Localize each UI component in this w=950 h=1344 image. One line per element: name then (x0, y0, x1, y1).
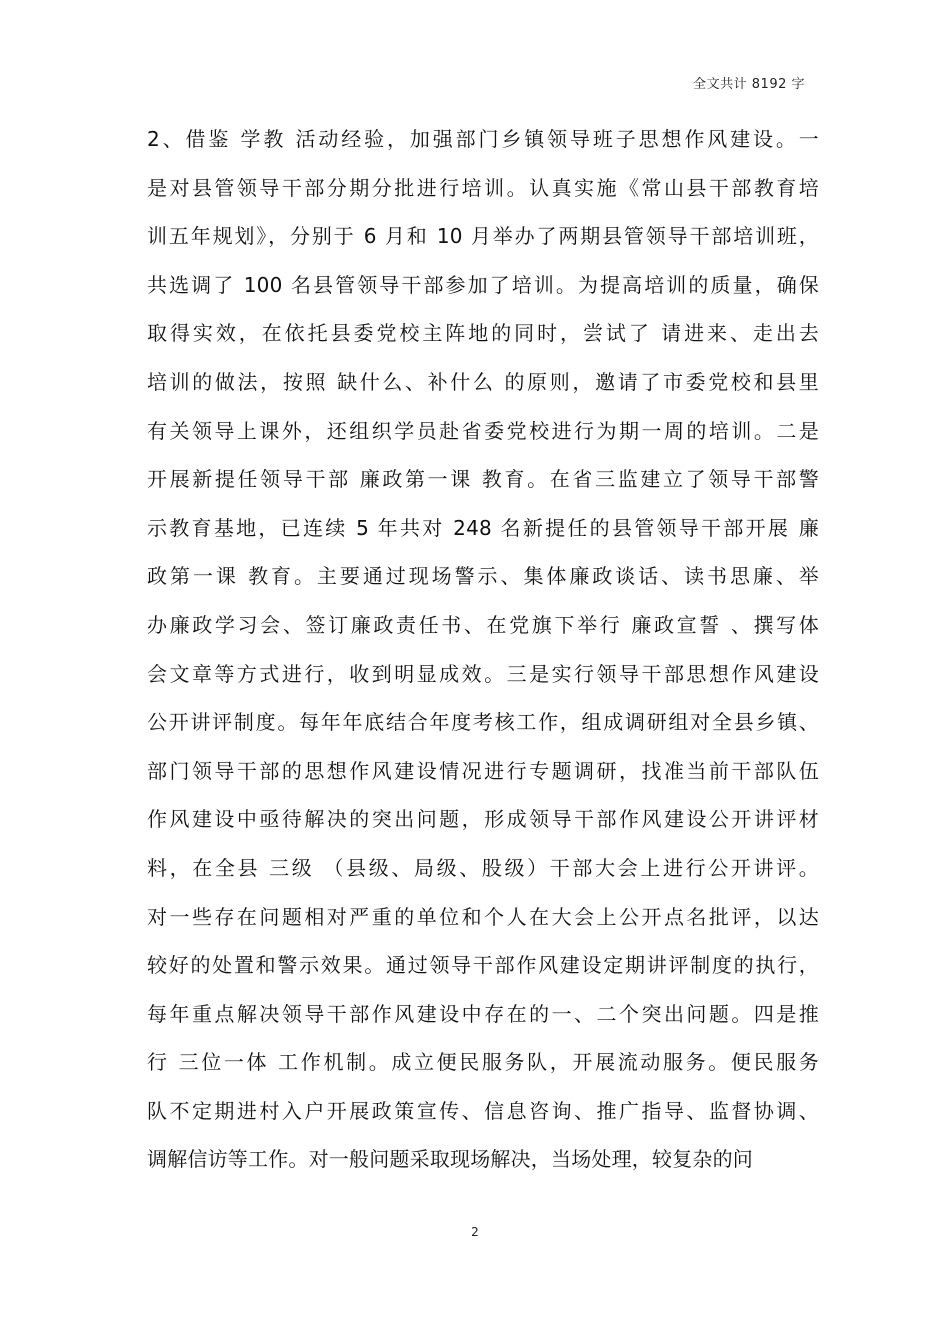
text-line: 开展新提任领导干部 廉政第一课 教育。在省三监建立了领导干部警 (147, 467, 819, 492)
text-line: 队不定期进村入户开展政策宣传、信息咨询、推广指导、监督协调、 (147, 1098, 819, 1123)
text-line: 政第一课 教育。主要通过现场警示、集体廉政谈话、读书思廉、举 (147, 564, 819, 589)
text-line: 有关领导上课外，还组织学员赴省委党校进行为期一周的培训。二是 (147, 418, 819, 443)
text-line: 共选调了 100 名县管领导干部参加了培训。为提高培训的质量，确保 (147, 272, 819, 297)
text-line: 较好的处置和警示效果。通过领导干部作风建设定期讲评制度的执行， (147, 953, 819, 978)
text-line: 部门领导干部的思想作风建设情况进行专题调研，找准当前干部队伍 (147, 758, 819, 783)
text-line: 每年重点解决领导干部作风建设中存在的一、二个突出问题。四是推 (147, 1001, 819, 1026)
text-line: 培训的做法，按照 缺什么、补什么 的原则，邀请了市委党校和县里 (147, 369, 819, 394)
text-line: 训五年规划》，分别于 6 月和 10 月举办了两期县管领导干部培训班， (147, 224, 819, 249)
body-paragraph (147, 115, 819, 1184)
text-line: 行 三位一体 工作机制。成立便民服务队，开展流动服务。便民服务 (147, 1050, 819, 1075)
text-line: 对一些存在问题相对严重的单位和个人在大会上公开点名批评，以达 (147, 904, 819, 929)
text-line: 取得实效，在依托县委党校主阵地的同时，尝试了 请进来、走出去 (147, 321, 819, 346)
text-line: 办廉政学习会、签订廉政责任书、在党旗下举行 廉政宣誓 、撰写体 (147, 612, 819, 637)
text-line: 作风建设中亟待解决的突出问题，形成领导干部作风建设公开讲评材 (147, 807, 819, 832)
text-line: 料，在全县 三级 （县级、局级、股级）干部大会上进行公开讲评。 (147, 855, 819, 880)
text-line: 调解信访等工作。对一般问题采取现场解决，当场处理，较复杂的问 (147, 1147, 753, 1172)
text-line: 是对县管领导干部分期分批进行培训。认真实施《常山县干部教育培 (147, 175, 819, 200)
text-line: 会文章等方式进行，收到明显成效。三是实行领导干部思想作风建设 (147, 661, 819, 686)
text-line: 示教育基地，已连续 5 年共对 248 名新提任的县管领导干部开展 廉 (147, 515, 819, 540)
text-line: 公开讲评制度。每年年底结合年度考核工作，组成调研组对全县乡镇、 (147, 710, 819, 735)
page-number: 2 (471, 1225, 479, 1239)
word-count-note: 全文共计 8192 字 (693, 77, 805, 92)
text-line: 2、借鉴 学教 活动经验，加强部门乡镇领导班子思想作风建设。一 (147, 127, 819, 151)
